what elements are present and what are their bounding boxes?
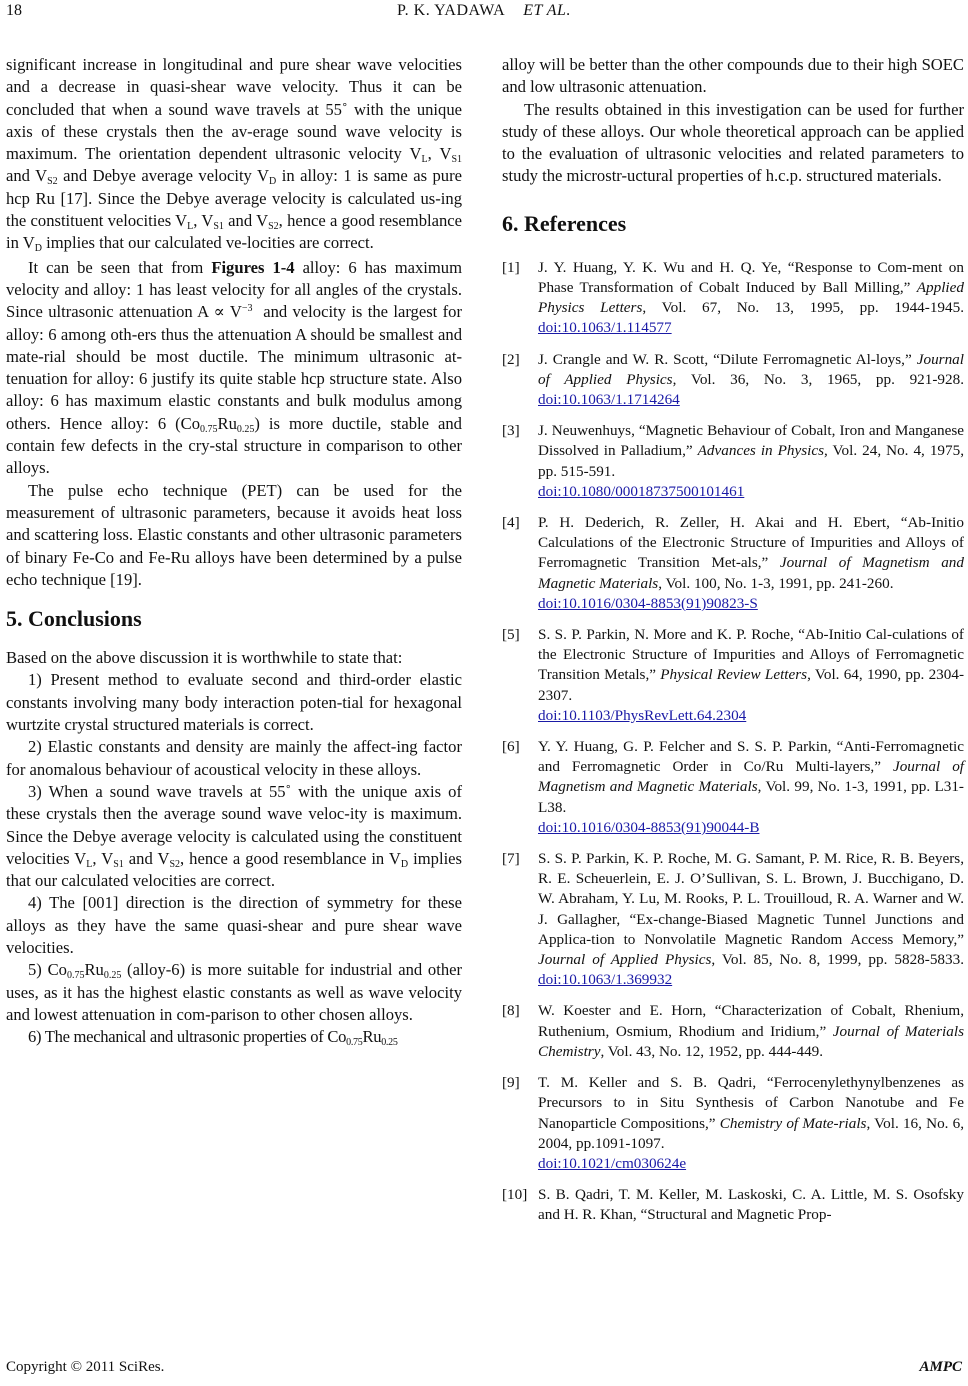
- body-paragraph: significant increase in longitudinal and pure shear wave velocities and a decrease in quasi-shear wave velocity. Thus it can be concluded that when a sound wave travels at 55˚ with the unique axis of these crystals then the av-erage sound wave velocity is maximum. The orientation dependent ultrasonic velocity $V_L$, $V_{S1}$ and $V_{S2}$ and Debye average velocity $V_D$ in alloy: 1 is same as pure hcp Ru [17]. Since the Debye average velocity is calculated us-ing the constituent velocities $V_L$, $V_{S1}$ and $V_{S2}$, hence a good resemblance in $V_D$ implies that our calculated ve-locities are correct.: [6, 55, 462, 255]
- doi-link[interactable]: doi:10.1080/00018737500101461: [538, 482, 745, 500]
- reference-number: [5]: [502, 626, 520, 644]
- journal-title: Journal of Applied Physics: [538, 951, 712, 969]
- journal-title: Physical Review Letters: [660, 666, 808, 684]
- reference-item: [9] T. M. Keller and S. B. Qadri, “Ferrocenylethynylbenzenes as Precursors to in Situ Synthesis of Carbon Nanotube and Fe Nanoparticle Compositions,” Chemistry of Mate-rials, Vol. 16, No. 6, 2004, pp.1091-1097. doi:10.1021/cm030624e: [502, 1074, 965, 1172]
- body-paragraph: It can be seen that from Figures 1-4 alloy: 6 has maximum velocity and alloy: 1 has least velocity for all angles of the crystals. Since ultrasonic attenuation $A \propto V^{-3}$ and velocity is the largest for alloy: 6 among oth-ers thus the attenuation A should be smallest and mate-rial should be most ductile. The minimum ultrasonic at-tenuation for alloy: 6 justify its quite stable hcp structure state. Also alloy: 6 has maximum elastic constants and bulk modulus among others. Hence alloy: 6 $(Co_{0.75}Ru_{0.25})$ is more ductile, stable and contain few defects in the cry-stal structure in comparison to other alloys.: [6, 257, 462, 478]
- reference-item: [2] J. Crangle and W. R. Scott, “Dilute Ferromagnetic Al-loys,” Journal of Applied Physics, Vol. 36, No. 3, 1965, pp. 921-928. doi:10.1063/1.1714264: [502, 350, 964, 408]
- reference-item: [5] S. S. P. Parkin, N. More and K. P. Roche, “Ab-Initio Cal-culations of the Electronic Structure of Impurities and Alloys of Ferromagnetic Transition Metals,” Physical Review Letters, Vol. 64, 1990, pp. 2304-2307. doi:10.1103/PhysRevLett.64.2304: [502, 626, 965, 724]
- reference-item: [6] Y. Y. Huang, G. P. Felcher and S. S. P. Parkin, “Anti-Ferromagnetic and Ferromagnetic Order in Co/Ru Multi-layers,” Journal of Magnetism and Magnetic Materials, Vol. 99, No. 1-3, 1991, pp. L31-L38. doi:10.1016/0304-8853(91)90044-B: [502, 738, 965, 836]
- reference-number: [6]: [502, 738, 520, 756]
- body-paragraph: alloy will be better than the other compounds due to their high SOEC and low ultrasonic attenuation.: [502, 55, 964, 97]
- conclusion-item: 4) The [001] direction is the direction of symmetry for these alloys as they have the same quasi-shear and pure shear wave velocities.: [6, 893, 462, 957]
- reference-number: [4]: [502, 514, 520, 532]
- body-paragraph: The results obtained in this investigation can be used for further study of these alloys. Our whole theoretical approach can be applied to the evaluation of ultrasonic velocities and related parameters to study the microstr-uctural properties of h.c.p. structured materials.: [502, 99, 964, 186]
- figure-reference: Figures 1-4: [211, 257, 295, 277]
- doi-link[interactable]: doi:10.1063/1.114577: [538, 319, 672, 337]
- conclusion-item: 5) $Co_{0.75}Ru_{0.25}$ (alloy-6) is more suitable for industrial and other uses, as it has the highest elastic constants as well as wave velocity and lowest attenuation in com-parison to other chosen alloys.: [6, 960, 463, 1024]
- doi-link[interactable]: doi:10.1016/0304-8853(91)90823-S: [538, 594, 758, 612]
- section-heading: 5. Conclusions: [6, 606, 142, 632]
- conclusion-item: 1) Present method to evaluate second and third-order elastic constants involving many body interaction poten-tial for hexagonal wurtzite crystal structured materials is correct.: [6, 670, 462, 735]
- copyright: Copyright © 2011 SciRes.: [6, 1359, 165, 1375]
- reference-item: [1] J. Y. Huang, Y. K. Wu and H. Q. Ye, “Response to Com-ment on Phase Transformation of Cobalt Induced by Ball Milling,” Applied Physics Letters, Vol. 67, No. 13, 1995, pp. 1944-1945. doi:10.1063/1.114577: [502, 258, 964, 337]
- journal-title: Journal of Applied Physics: [538, 350, 964, 388]
- reference-item: [3] J. Neuwenhuys, “Magnetic Behaviour of Cobalt, Iron and Manganese Dissolved in Palladium,” Advances in Physics, Vol. 24, No. 4, 1975, pp. 515-591. doi:10.1080/00018737500101461: [502, 422, 964, 500]
- reference-list: [502, 258, 964, 1226]
- body-paragraph: The pulse echo technique (PET) can be used for the measurement of ultrasonic parameters, because it avoids heat loss and scattering loss. Elastic constants and other ultrasonic parameters of binary Fe-Co and Fe-Ru alloys have been determined by a pulse echo technique [19].: [6, 480, 462, 589]
- reference-number: [3]: [502, 422, 520, 440]
- reference-number: [7]: [502, 850, 520, 868]
- page-number: 18: [6, 2, 22, 19]
- running-title: P. K. YADAWA ET AL.: [397, 2, 571, 19]
- conclusion-item: 2) Elastic constants and density are mainly the affect-ing factor for anomalous behaviour of acoustical velocity in these alloys.: [6, 737, 462, 779]
- reference-item: [4] P. H. Dederich, R. Zeller, H. Akai and H. Ebert, “Ab-Initio Calculations of the Electronic Structure of Impurities and Alloys of Ferromagnetic Transition Met-als,” Journal of Magnetism and Magnetic Materials, Vol. 100, No. 1-3, 1991, pp. 241-260. doi:10.1016/0304-8853(91)90823-S: [502, 514, 964, 612]
- doi-link[interactable]: doi:10.1103/PhysRevLett.64.2304: [538, 706, 747, 724]
- journal-title: Journal of Magnetism and Magnetic Materials: [538, 758, 965, 796]
- conclusion-item: 6) The mechanical and ultrasonic properties of $Co_{0.75}Ru_{0.25}$: [28, 1027, 398, 1049]
- conclusion-item: 3) When a sound wave travels at 55˚ with the unique axis of these crystals then the average sound wave veloc-ity is maximum. Since the Debye average velocity is calculated using the constituent velocities $V_L$, $V_{S1}$ and $V_{S2}$, hence a good resemblance in $V_D$ implies that our calculated velocities are correct.: [6, 781, 462, 891]
- body-paragraph: Based on the above discussion it is worthwhile to state that:: [6, 648, 403, 668]
- reference-item: [8] W. Koester and E. Horn, “Characterization of Cobalt, Rhenium, Ruthenium, Osmium, Rhodium and Iridium,” Journal of Materials Chemistry, Vol. 43, No. 12, 1952, pp. 444-449.: [502, 1002, 964, 1060]
- doi-link[interactable]: doi:10.1063/1.1714264: [538, 391, 680, 408]
- doi-link[interactable]: doi:10.1016/0304-8853(91)90044-B: [538, 818, 760, 836]
- page-header: [0, 0, 968, 26]
- journal-title: Applied Physics Letters: [538, 278, 964, 317]
- reference-item: [7] S. S. P. Parkin, K. P. Roche, M. G. Samant, P. M. Rice, R. B. Beyers, R. E. Scheuerlein, E. J. O’Sullivan, S. L. Brown, J. Bucchigano, D. W. Abraham, Y. Lu, M. Rooks, P. L. Trouilloud, R. A. Warner and W. J. Gallagher, “Ex-change-Biased Magnetic Tunnel Junctions and Applica-tion to Nonvolatile Magnetic Random Access Memory,” Journal of Applied Physics, Vol. 85, No. 8, 1999, pp. 5828-5833. doi:10.1063/1.369932: [502, 850, 964, 989]
- journal-title: Chemistry of Mate-rials: [719, 1114, 867, 1132]
- right-column: [502, 54, 964, 1237]
- reference-item: [10] S. B. Qadri, T. M. Keller, M. Laskoski, C. A. Little, M. S. Osofsky and H. R. Khan, “Structural and Magnetic Prop-: [502, 1186, 964, 1224]
- doi-link[interactable]: doi:10.1021/cm030624e: [538, 1154, 687, 1172]
- journal-title: Journal of Magnetism and Magnetic Materials: [538, 554, 964, 592]
- reference-number: [1]: [502, 258, 520, 276]
- reference-number: [2]: [502, 350, 520, 368]
- reference-number: [9]: [502, 1074, 520, 1092]
- journal-name: AMPC: [919, 1359, 962, 1375]
- doi-link[interactable]: doi:10.1063/1.369932: [538, 971, 673, 989]
- reference-number: [8]: [502, 1002, 520, 1020]
- reference-number: [10]: [502, 1186, 528, 1204]
- section-heading: 6. References: [502, 210, 627, 236]
- journal-title: Advances in Physics: [697, 442, 825, 460]
- journal-title: Journal of Materials Chemistry: [538, 1022, 964, 1060]
- left-column: [6, 54, 462, 1048]
